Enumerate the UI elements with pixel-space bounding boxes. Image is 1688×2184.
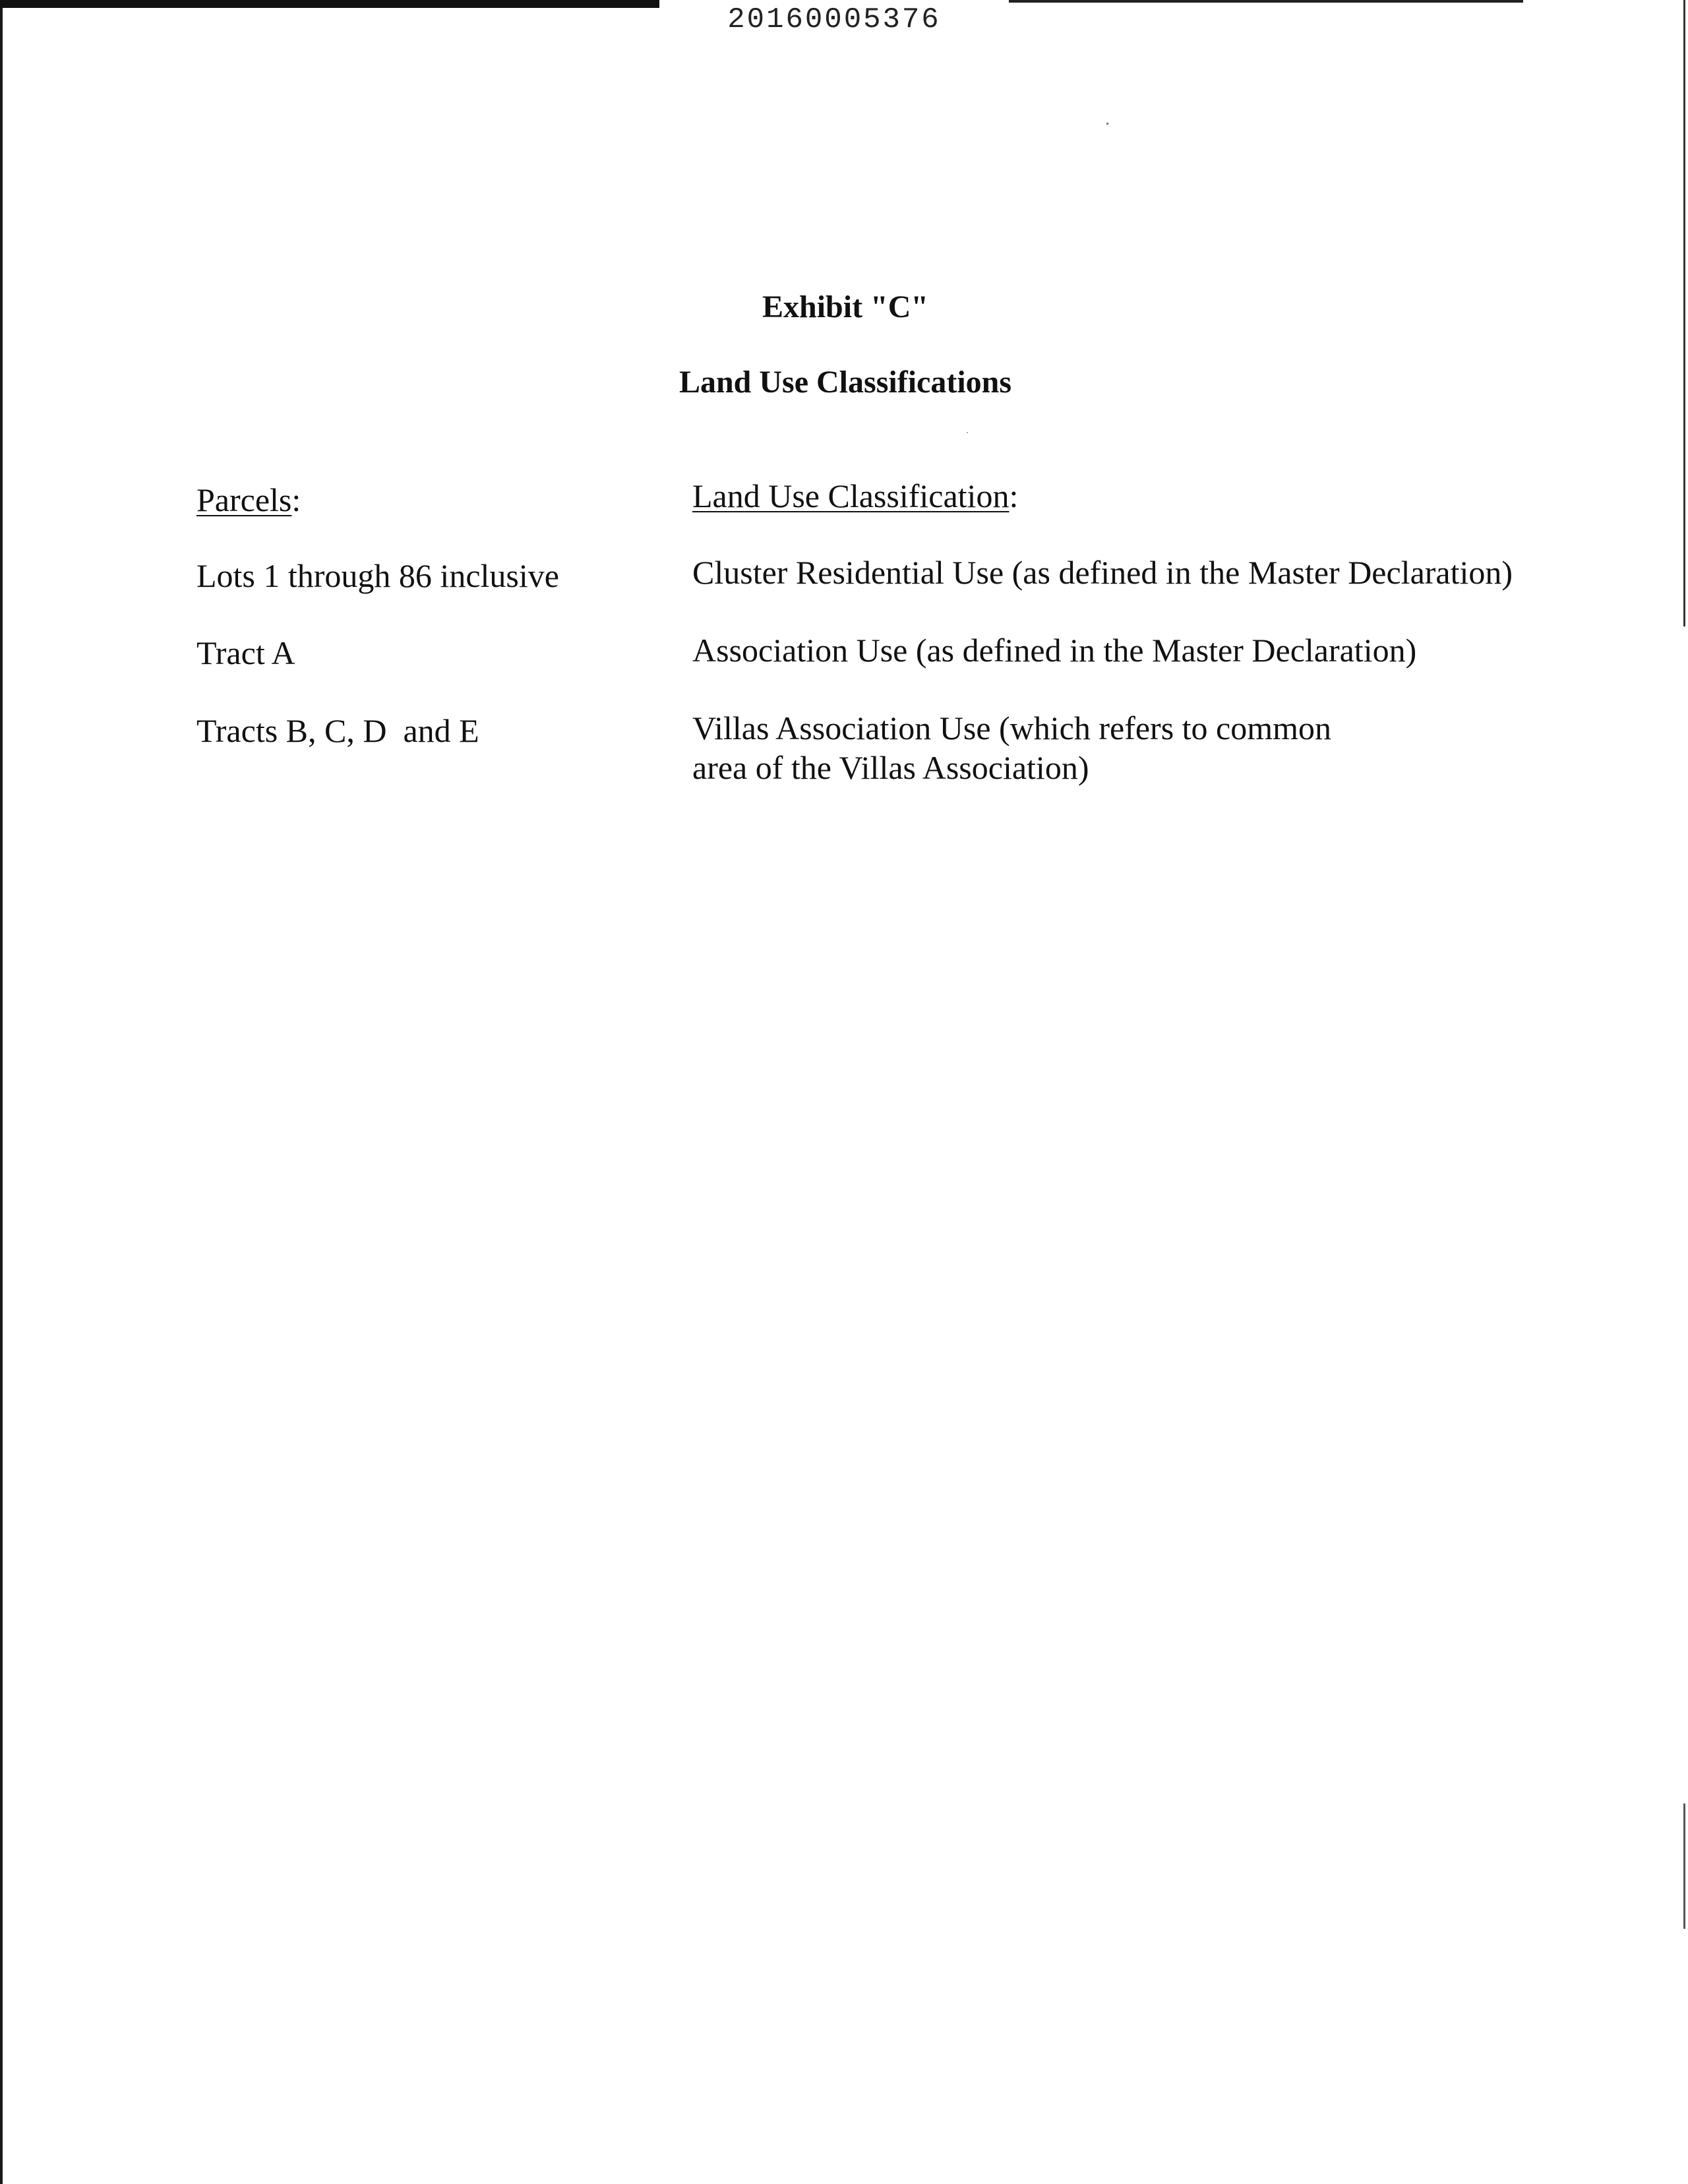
parcel-cell: Lots 1 through 86 inclusive bbox=[196, 557, 559, 594]
parcel-cell: Tracts B, C, D and E bbox=[196, 712, 479, 749]
scan-bar-top-right bbox=[1009, 0, 1523, 3]
scan-speck bbox=[1106, 123, 1108, 125]
classification-header-label: Land Use Classification bbox=[692, 477, 1010, 514]
scan-edge-right-bottom bbox=[1683, 1804, 1685, 1929]
parcels-header bbox=[196, 480, 671, 520]
parcels-header-label: Parcels bbox=[196, 481, 292, 518]
section-title: Land Use Classifications bbox=[678, 365, 1012, 400]
document-number: 20160005376 bbox=[727, 3, 941, 36]
parcels-header-colon: : bbox=[291, 481, 301, 518]
scan-speck bbox=[967, 432, 968, 433]
scan-edge-left bbox=[0, 0, 3, 2184]
parcel-cell: Tract A bbox=[196, 634, 295, 671]
classification-cell: Association Use (as defined in the Master Declaration) bbox=[692, 632, 1417, 669]
classification-header-colon: : bbox=[1009, 477, 1019, 514]
classification-cell: Cluster Residential Use (as defined in the Master Declaration) bbox=[692, 554, 1513, 591]
scan-bar-top-left bbox=[0, 0, 659, 8]
classification-header bbox=[692, 476, 1615, 516]
exhibit-title: Exhibit "C" bbox=[762, 289, 929, 324]
classification-cell: Villas Association Use (which refers to common area of the Villas Association) bbox=[692, 710, 1332, 786]
